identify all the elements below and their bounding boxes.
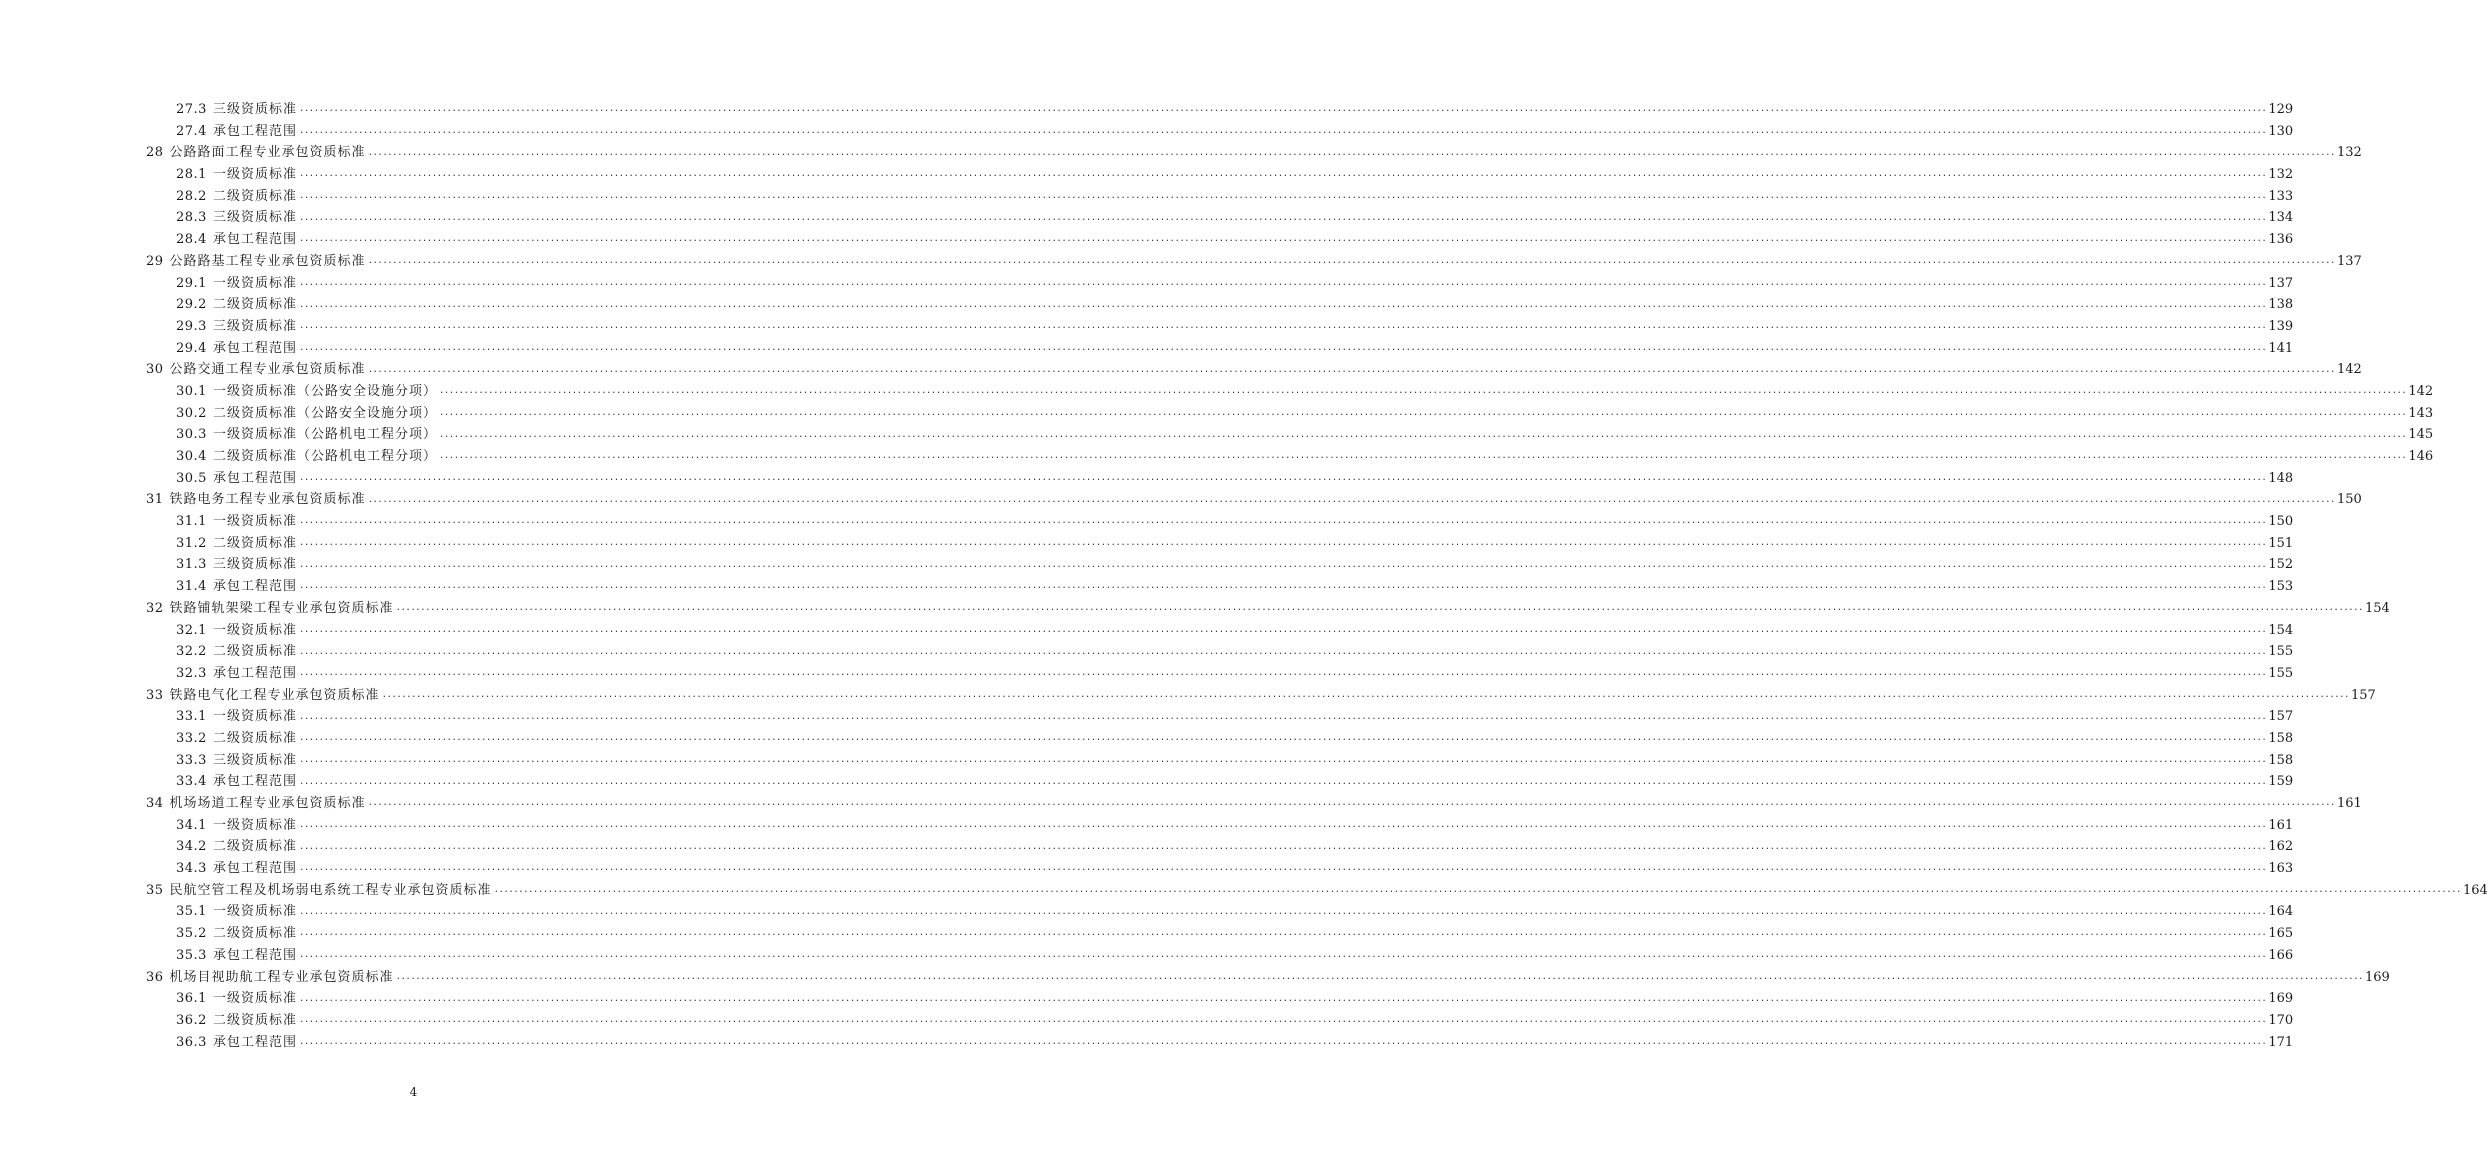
- toc-section-entry[interactable]: [146, 750, 2294, 772]
- toc-section-entry[interactable]: [146, 554, 2294, 576]
- toc-entry-page: 158: [2268, 730, 2294, 746]
- toc-entry-page: 159: [2268, 774, 2294, 790]
- toc-entry-number: 36: [146, 969, 164, 985]
- toc-entry-number: 36.3: [176, 1034, 207, 1050]
- toc-section-entry[interactable]: [146, 446, 2434, 468]
- toc-entry-number: 29.2: [176, 297, 207, 313]
- dot-leader: ................................................................................................................................................................................................................................................................................................................................................................................................................: [493, 885, 2461, 896]
- toc-entry-page: 164: [2462, 882, 2488, 898]
- toc-entry-page: 152: [2268, 557, 2294, 573]
- toc-section-entry[interactable]: [146, 945, 2294, 967]
- toc-entry-title: 二级资质标准（公路安全设施分项）: [212, 405, 437, 421]
- dot-leader: ................................................................................................................................................................................................................................................................................................................................................................................................................: [298, 516, 2267, 527]
- toc-entry-title: 公路路面工程专业承包资质标准: [169, 145, 366, 161]
- dot-leader: ................................................................................................................................................................................................................................................................................................................................................................................................................: [395, 971, 2363, 982]
- toc-entry-number: 33.1: [176, 709, 207, 725]
- toc-section-entry[interactable]: [146, 858, 2294, 880]
- toc-section-entry[interactable]: [146, 923, 2294, 945]
- toc-section-entry[interactable]: [146, 728, 2294, 750]
- toc-entry-number: 30.5: [176, 470, 207, 486]
- toc-entry-number: 30: [146, 362, 164, 378]
- toc-entry-page: 148: [2268, 470, 2294, 486]
- toc-chapter-entry[interactable]: [146, 685, 2376, 707]
- toc-entry-title: 一级资质标准: [212, 275, 297, 291]
- dot-leader: ................................................................................................................................................................................................................................................................................................................................................................................................................: [367, 364, 2335, 375]
- toc-entry-page: 163: [2268, 861, 2294, 877]
- toc-entry-page: 165: [2268, 926, 2294, 942]
- dot-leader: ................................................................................................................................................................................................................................................................................................................................................................................................................: [395, 603, 2363, 614]
- toc-entry-title: 二级资质标准: [212, 926, 297, 942]
- dot-leader: ................................................................................................................................................................................................................................................................................................................................................................................................................: [298, 126, 2267, 137]
- toc-section-entry[interactable]: [146, 1010, 2294, 1032]
- toc-section-entry[interactable]: [146, 620, 2294, 642]
- toc-section-entry[interactable]: [146, 511, 2294, 533]
- toc-entry-title: 承包工程范围: [212, 470, 297, 486]
- toc-section-entry[interactable]: [146, 403, 2434, 425]
- toc-entry-page: 129: [2268, 102, 2294, 117]
- toc-entry-number: 28.3: [176, 210, 207, 226]
- toc-entry-page: 166: [2268, 947, 2294, 963]
- toc-entry-page: 133: [2268, 188, 2294, 204]
- toc-entry-number: 29.3: [176, 318, 207, 334]
- toc-section-entry[interactable]: [146, 771, 2294, 793]
- dot-leader: ................................................................................................................................................................................................................................................................................................................................................................................................................: [298, 733, 2267, 744]
- toc-entry-title: 民航空管工程及机场弱电系统工程专业承包资质标准: [169, 882, 492, 898]
- toc-entry-number: 32.1: [176, 622, 207, 638]
- toc-entry-number: 28.2: [176, 188, 207, 204]
- toc-section-entry[interactable]: [146, 533, 2294, 555]
- toc-entry-number: 33.2: [176, 730, 207, 746]
- toc-entry-page: 145: [2408, 427, 2434, 443]
- dot-leader: ................................................................................................................................................................................................................................................................................................................................................................................................................: [298, 906, 2267, 917]
- toc-entry-page: 146: [2408, 449, 2434, 464]
- toc-entry-number: 34: [146, 796, 164, 811]
- toc-section-entry[interactable]: [146, 99, 2294, 121]
- toc-entry-page: 141: [2268, 340, 2294, 356]
- dot-leader: ................................................................................................................................................................................................................................................................................................................................................................................................................: [298, 1015, 2267, 1026]
- toc-entry-page: 130: [2268, 123, 2294, 139]
- toc-entry-number: 36.2: [176, 1012, 207, 1028]
- toc-section-entry[interactable]: [146, 706, 2294, 728]
- dot-leader: ................................................................................................................................................................................................................................................................................................................................................................................................................: [298, 820, 2267, 831]
- dot-leader: ................................................................................................................................................................................................................................................................................................................................................................................................................: [367, 147, 2335, 158]
- toc-entry-title: 二级资质标准: [212, 730, 297, 746]
- dot-leader: ................................................................................................................................................................................................................................................................................................................................................................................................................: [298, 1036, 2267, 1047]
- toc-entry-title: 承包工程范围: [212, 579, 297, 595]
- toc-section-entry[interactable]: [146, 815, 2294, 837]
- toc-entry-title: 一级资质标准: [212, 904, 297, 920]
- dot-leader: ................................................................................................................................................................................................................................................................................................................................................................................................................: [298, 473, 2267, 484]
- toc-entry-page: 161: [2268, 817, 2294, 833]
- toc-entry-title: 一级资质标准: [212, 817, 297, 833]
- dot-leader: ................................................................................................................................................................................................................................................................................................................................................................................................................: [298, 538, 2267, 549]
- toc-chapter-entry[interactable]: [146, 251, 2362, 273]
- toc-entry-page: 162: [2268, 839, 2294, 855]
- toc-entry-title: 一级资质标准: [212, 167, 297, 183]
- toc-entry-title: 机场目视助航工程专业承包资质标准: [169, 969, 394, 985]
- toc-entry-number: 27.3: [176, 102, 207, 117]
- toc-entry-title: 铁路铺轨架梁工程专业承包资质标准: [169, 600, 394, 616]
- toc-entry-page: 142: [2408, 383, 2434, 399]
- toc-entry-title: 三级资质标准: [212, 210, 297, 226]
- toc-entry-number: 30.3: [176, 427, 207, 443]
- dot-leader: ................................................................................................................................................................................................................................................................................................................................................................................................................: [381, 689, 2349, 700]
- toc-entry-number: 36.1: [176, 991, 207, 1007]
- dot-leader: ................................................................................................................................................................................................................................................................................................................................................................................................................: [438, 429, 2407, 440]
- toc-entry-title: 承包工程范围: [212, 232, 297, 248]
- toc-entry-page: 164: [2268, 904, 2294, 920]
- toc-entry-number: 32.3: [176, 665, 207, 681]
- toc-entry-number: 31.1: [176, 514, 207, 530]
- toc-entry-number: 30.1: [176, 383, 207, 399]
- toc-entry-page: 136: [2268, 232, 2294, 248]
- toc-entry-page: 143: [2408, 405, 2434, 421]
- toc-section-entry[interactable]: [146, 273, 2294, 295]
- toc-entry-number: 29.1: [176, 275, 207, 291]
- dot-leader: ................................................................................................................................................................................................................................................................................................................................................................................................................: [298, 776, 2267, 787]
- dot-leader: ................................................................................................................................................................................................................................................................................................................................................................................................................: [298, 581, 2267, 592]
- toc-entry-page: 150: [2336, 492, 2362, 508]
- toc-entry-title: 公路路基工程专业承包资质标准: [169, 253, 366, 269]
- toc-section-entry[interactable]: [146, 424, 2434, 446]
- toc-entry-number: 35.2: [176, 926, 207, 942]
- toc-entry-title: 二级资质标准: [212, 188, 297, 204]
- toc-entry-page: 139: [2268, 318, 2294, 334]
- toc-entry-title: 三级资质标准: [212, 318, 297, 334]
- toc-entry-number: 33: [146, 687, 164, 703]
- dot-leader: ................................................................................................................................................................................................................................................................................................................................................................................................................: [298, 299, 2267, 310]
- toc-chapter-entry[interactable]: [146, 967, 2390, 989]
- table-of-contents: [146, 99, 2488, 1053]
- toc-entry-title: 一级资质标准（公路机电工程分项）: [212, 427, 437, 443]
- toc-entry-page: 137: [2268, 275, 2294, 291]
- toc-entry-page: 170: [2268, 1012, 2294, 1028]
- toc-entry-number: 27.4: [176, 123, 207, 139]
- toc-entry-title: 三级资质标准: [212, 752, 297, 768]
- dot-leader: ................................................................................................................................................................................................................................................................................................................................................................................................................: [367, 256, 2335, 267]
- toc-entry-page: 157: [2268, 709, 2294, 725]
- toc-section-entry[interactable]: [146, 663, 2294, 685]
- toc-entry-number: 35: [146, 882, 164, 898]
- dot-leader: ................................................................................................................................................................................................................................................................................................................................................................................................................: [367, 798, 2335, 809]
- toc-section-entry[interactable]: [146, 294, 2294, 316]
- dot-leader: ................................................................................................................................................................................................................................................................................................................................................................................................................: [367, 494, 2335, 505]
- toc-entry-number: 34.3: [176, 861, 207, 877]
- toc-entry-title: 机场场道工程专业承包资质标准: [169, 796, 366, 811]
- dot-leader: ................................................................................................................................................................................................................................................................................................................................................................................................................: [298, 277, 2267, 288]
- toc-entry-number: 30.4: [176, 449, 207, 464]
- toc-entry-title: 一级资质标准: [212, 991, 297, 1007]
- toc-entry-page: 132: [2268, 167, 2294, 183]
- toc-section-entry[interactable]: [146, 576, 2294, 598]
- dot-leader: ................................................................................................................................................................................................................................................................................................................................................................................................................: [298, 993, 2267, 1004]
- dot-leader: ................................................................................................................................................................................................................................................................................................................................................................................................................: [298, 191, 2267, 202]
- toc-entry-number: 32.2: [176, 644, 207, 660]
- toc-entry-page: 169: [2364, 969, 2390, 985]
- toc-entry-title: 二级资质标准: [212, 1012, 297, 1028]
- toc-entry-page: 142: [2336, 362, 2362, 378]
- toc-entry-page: 154: [2268, 622, 2294, 638]
- dot-leader: ................................................................................................................................................................................................................................................................................................................................................................................................................: [298, 342, 2267, 353]
- dot-leader: ................................................................................................................................................................................................................................................................................................................................................................................................................: [298, 646, 2267, 657]
- toc-entry-page: 150: [2268, 514, 2294, 530]
- toc-section-entry[interactable]: [146, 1032, 2294, 1054]
- toc-entry-title: 承包工程范围: [212, 1034, 297, 1050]
- toc-section-entry[interactable]: [146, 468, 2294, 490]
- toc-entry-title: 二级资质标准: [212, 535, 297, 551]
- toc-entry-number: 28: [146, 145, 164, 161]
- page-number: 4: [409, 1085, 418, 1099]
- toc-entry-page: 161: [2336, 796, 2362, 811]
- toc-chapter-entry[interactable]: [146, 598, 2390, 620]
- toc-entry-number: 31: [146, 492, 164, 508]
- toc-entry-page: 138: [2268, 297, 2294, 313]
- toc-entry-number: 29.4: [176, 340, 207, 356]
- toc-section-entry[interactable]: [146, 164, 2294, 186]
- toc-entry-number: 33.3: [176, 752, 207, 768]
- toc-section-entry[interactable]: [146, 229, 2294, 251]
- dot-leader: ................................................................................................................................................................................................................................................................................................................................................................................................................: [298, 169, 2267, 180]
- toc-entry-title: 二级资质标准: [212, 644, 297, 660]
- toc-entry-title: 二级资质标准: [212, 839, 297, 855]
- toc-entry-number: 34.2: [176, 839, 207, 855]
- dot-leader: ................................................................................................................................................................................................................................................................................................................................................................................................................: [298, 668, 2267, 679]
- toc-entry-title: 承包工程范围: [212, 774, 297, 790]
- toc-entry-title: 公路交通工程专业承包资质标准: [169, 362, 366, 378]
- toc-entry-number: 29: [146, 253, 164, 269]
- dot-leader: ................................................................................................................................................................................................................................................................................................................................................................................................................: [438, 386, 2407, 397]
- toc-section-entry[interactable]: [146, 901, 2294, 923]
- dot-leader: ................................................................................................................................................................................................................................................................................................................................................................................................................: [298, 234, 2267, 245]
- toc-chapter-entry[interactable]: [146, 489, 2362, 511]
- toc-entry-number: 28.4: [176, 232, 207, 248]
- toc-chapter-entry[interactable]: [146, 793, 2362, 815]
- toc-entry-title: 承包工程范围: [212, 340, 297, 356]
- toc-entry-number: 34.1: [176, 817, 207, 833]
- toc-entry-title: 铁路电气化工程专业承包资质标准: [169, 687, 380, 703]
- dot-leader: ................................................................................................................................................................................................................................................................................................................................................................................................................: [298, 104, 2267, 115]
- toc-entry-page: 153: [2268, 579, 2294, 595]
- dot-leader: ................................................................................................................................................................................................................................................................................................................................................................................................................: [298, 950, 2267, 961]
- dot-leader: ................................................................................................................................................................................................................................................................................................................................................................................................................: [298, 212, 2267, 223]
- toc-entry-title: 承包工程范围: [212, 861, 297, 877]
- toc-entry-page: 171: [2268, 1034, 2294, 1050]
- toc-chapter-entry[interactable]: [146, 359, 2362, 381]
- toc-section-entry[interactable]: [146, 381, 2434, 403]
- toc-entry-title: 承包工程范围: [212, 665, 297, 681]
- dot-leader: ................................................................................................................................................................................................................................................................................................................................................................................................................: [298, 321, 2267, 332]
- toc-entry-page: 134: [2268, 210, 2294, 226]
- dot-leader: ................................................................................................................................................................................................................................................................................................................................................................................................................: [298, 863, 2267, 874]
- toc-section-entry[interactable]: [146, 207, 2294, 229]
- toc-entry-title: 承包工程范围: [212, 947, 297, 963]
- toc-entry-title: 承包工程范围: [212, 123, 297, 139]
- toc-entry-number: 31.4: [176, 579, 207, 595]
- toc-entry-number: 31.3: [176, 557, 207, 573]
- toc-entry-page: 155: [2268, 644, 2294, 660]
- toc-entry-title: 一级资质标准（公路安全设施分项）: [212, 383, 437, 399]
- dot-leader: ................................................................................................................................................................................................................................................................................................................................................................................................................: [298, 841, 2267, 852]
- toc-section-entry[interactable]: [146, 641, 2294, 663]
- toc-entry-page: 169: [2268, 991, 2294, 1007]
- toc-entry-number: 33.4: [176, 774, 207, 790]
- toc-entry-page: 158: [2268, 752, 2294, 768]
- dot-leader: ................................................................................................................................................................................................................................................................................................................................................................................................................: [298, 754, 2267, 765]
- toc-chapter-entry[interactable]: [146, 880, 2488, 902]
- toc-section-entry[interactable]: [146, 988, 2294, 1010]
- toc-section-entry[interactable]: [146, 121, 2294, 143]
- toc-entry-number: 35.1: [176, 904, 207, 920]
- dot-leader: ................................................................................................................................................................................................................................................................................................................................................................................................................: [438, 407, 2407, 418]
- toc-chapter-entry[interactable]: [146, 142, 2362, 164]
- dot-leader: ................................................................................................................................................................................................................................................................................................................................................................................................................: [298, 711, 2267, 722]
- toc-section-entry[interactable]: [146, 186, 2294, 208]
- toc-entry-page: 151: [2268, 535, 2294, 551]
- toc-entry-title: 二级资质标准（公路机电工程分项）: [212, 449, 437, 464]
- toc-entry-page: 154: [2364, 600, 2390, 616]
- toc-entry-title: 一级资质标准: [212, 514, 297, 530]
- toc-entry-page: 137: [2336, 253, 2362, 269]
- toc-section-entry[interactable]: [146, 338, 2294, 360]
- toc-entry-title: 三级资质标准: [212, 102, 297, 117]
- toc-entry-number: 31.2: [176, 535, 207, 551]
- toc-section-entry[interactable]: [146, 836, 2294, 858]
- toc-entry-title: 铁路电务工程专业承包资质标准: [169, 492, 366, 508]
- dot-leader: ................................................................................................................................................................................................................................................................................................................................................................................................................: [298, 624, 2267, 635]
- toc-section-entry[interactable]: [146, 316, 2294, 338]
- dot-leader: ................................................................................................................................................................................................................................................................................................................................................................................................................: [298, 928, 2267, 939]
- toc-entry-title: 一级资质标准: [212, 622, 297, 638]
- toc-entry-number: 32: [146, 600, 164, 616]
- toc-entry-page: 132: [2336, 145, 2362, 161]
- toc-entry-page: 157: [2350, 687, 2376, 703]
- dot-leader: ................................................................................................................................................................................................................................................................................................................................................................................................................: [298, 559, 2267, 570]
- toc-entry-number: 35.3: [176, 947, 207, 963]
- toc-entry-title: 一级资质标准: [212, 709, 297, 725]
- toc-entry-title: 三级资质标准: [212, 557, 297, 573]
- toc-entry-title: 二级资质标准: [212, 297, 297, 313]
- toc-entry-number: 28.1: [176, 167, 207, 183]
- toc-entry-number: 30.2: [176, 405, 207, 421]
- dot-leader: ................................................................................................................................................................................................................................................................................................................................................................................................................: [438, 451, 2407, 462]
- toc-entry-page: 155: [2268, 665, 2294, 681]
